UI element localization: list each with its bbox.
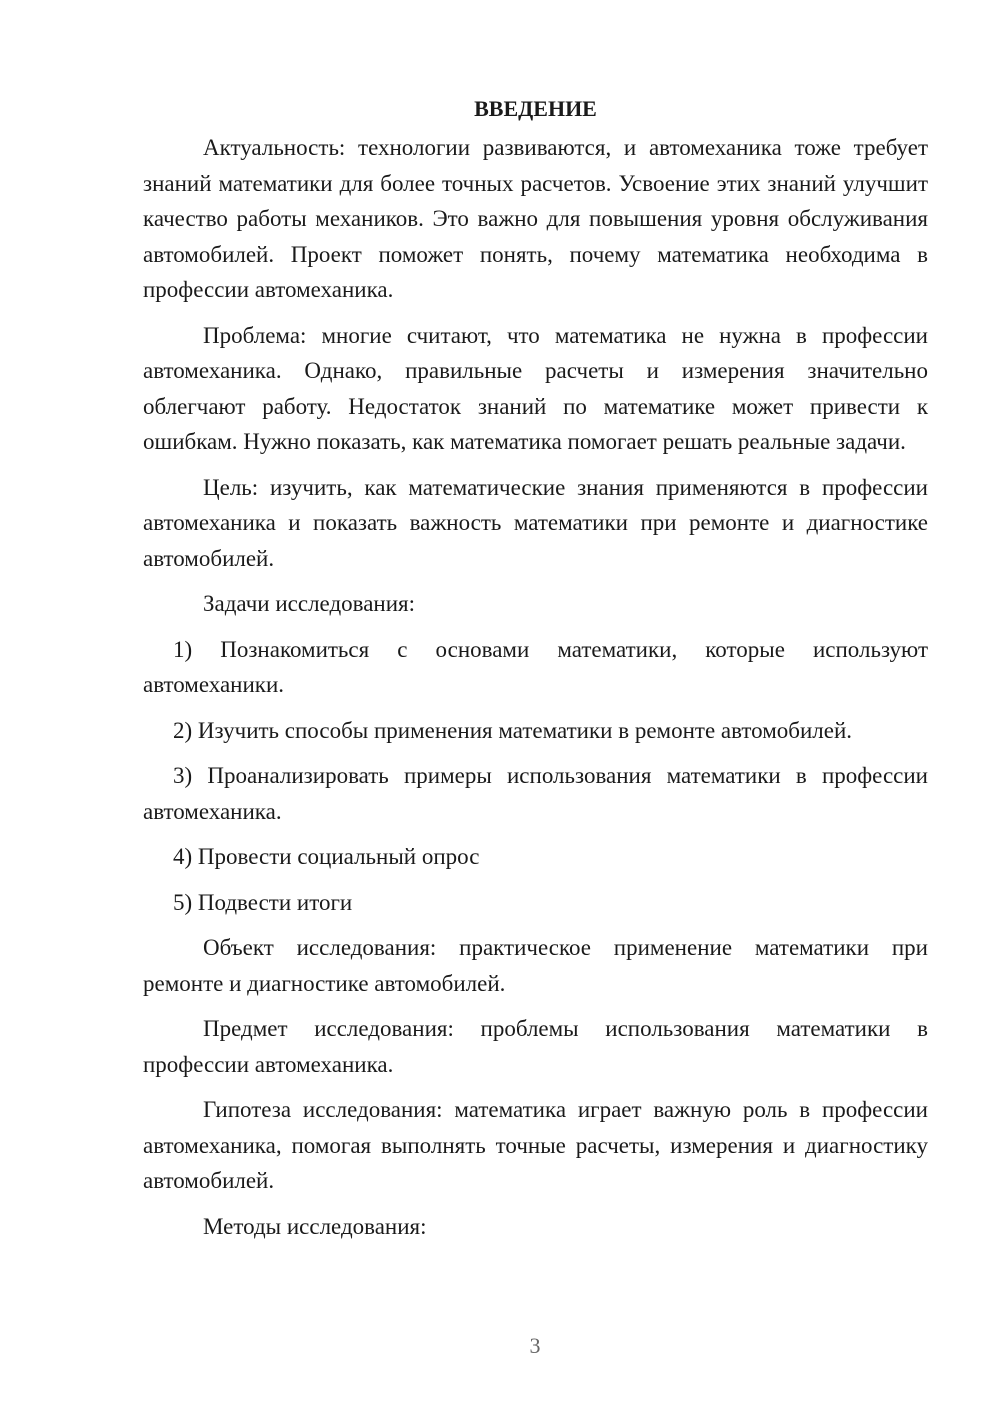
task-item-2: 2) Изучить способы применения математики в ремонте автомобилей. [173,717,853,743]
paragraph-relevance: Актуальность: технологии развиваются, и автомеханика тоже требует знаний математики для более точных расчетов. Усвоение этих знаний улучшит качество работы механиков. Это важно для повышения уровня обслуживания автомобилей. Проект поможет понять, почему математика необходима в профессии автомеханика. [143,135,928,302]
task-item-4: 4) Провести социальный опрос [173,844,480,869]
tasks-heading: Задачи исследования: [203,591,416,616]
paragraph-problem: Проблема: многие считают, что математика не нужна в профессии автомеханика. Однако, правильные расчеты и измерения значительно облегчают работу. Недостаток знаний по математике может привести к ошибкам. Нужно показать, как математика помогает решать реальные задачи. [143,322,928,454]
task-item-1: 1) Познакомиться с основами математики, которые используют автомеханики. [143,636,928,697]
page-title: ВВЕДЕНИЕ [474,96,597,121]
task-item-3: 3) Проанализировать примеры использования математики в профессии автомеханика. [143,763,928,824]
paragraph-hypothesis: Гипотеза исследования: математика играет важную роль в профессии автомеханика, помогая выполнять точные расчеты, измерения и диагностику автомобилей. [143,1097,928,1193]
paragraph-subject: Предмет исследования: проблемы использования математики в профессии автомеханика. [143,1016,928,1077]
page-number: 3 [529,1333,541,1358]
task-item-5: 5) Подвести итоги [173,889,353,915]
methods-heading: Методы исследования: [203,1213,427,1239]
paragraph-goal: Цель: изучить, как математические знания применяются в профессии автомеханика и показать важность математики при ремонте и диагностике автомобилей. [143,474,928,571]
document-page [143,94,928,1254]
paragraph-object: Объект исследования: практическое применение математики при ремонте и диагностике автомобилей. [143,935,928,996]
